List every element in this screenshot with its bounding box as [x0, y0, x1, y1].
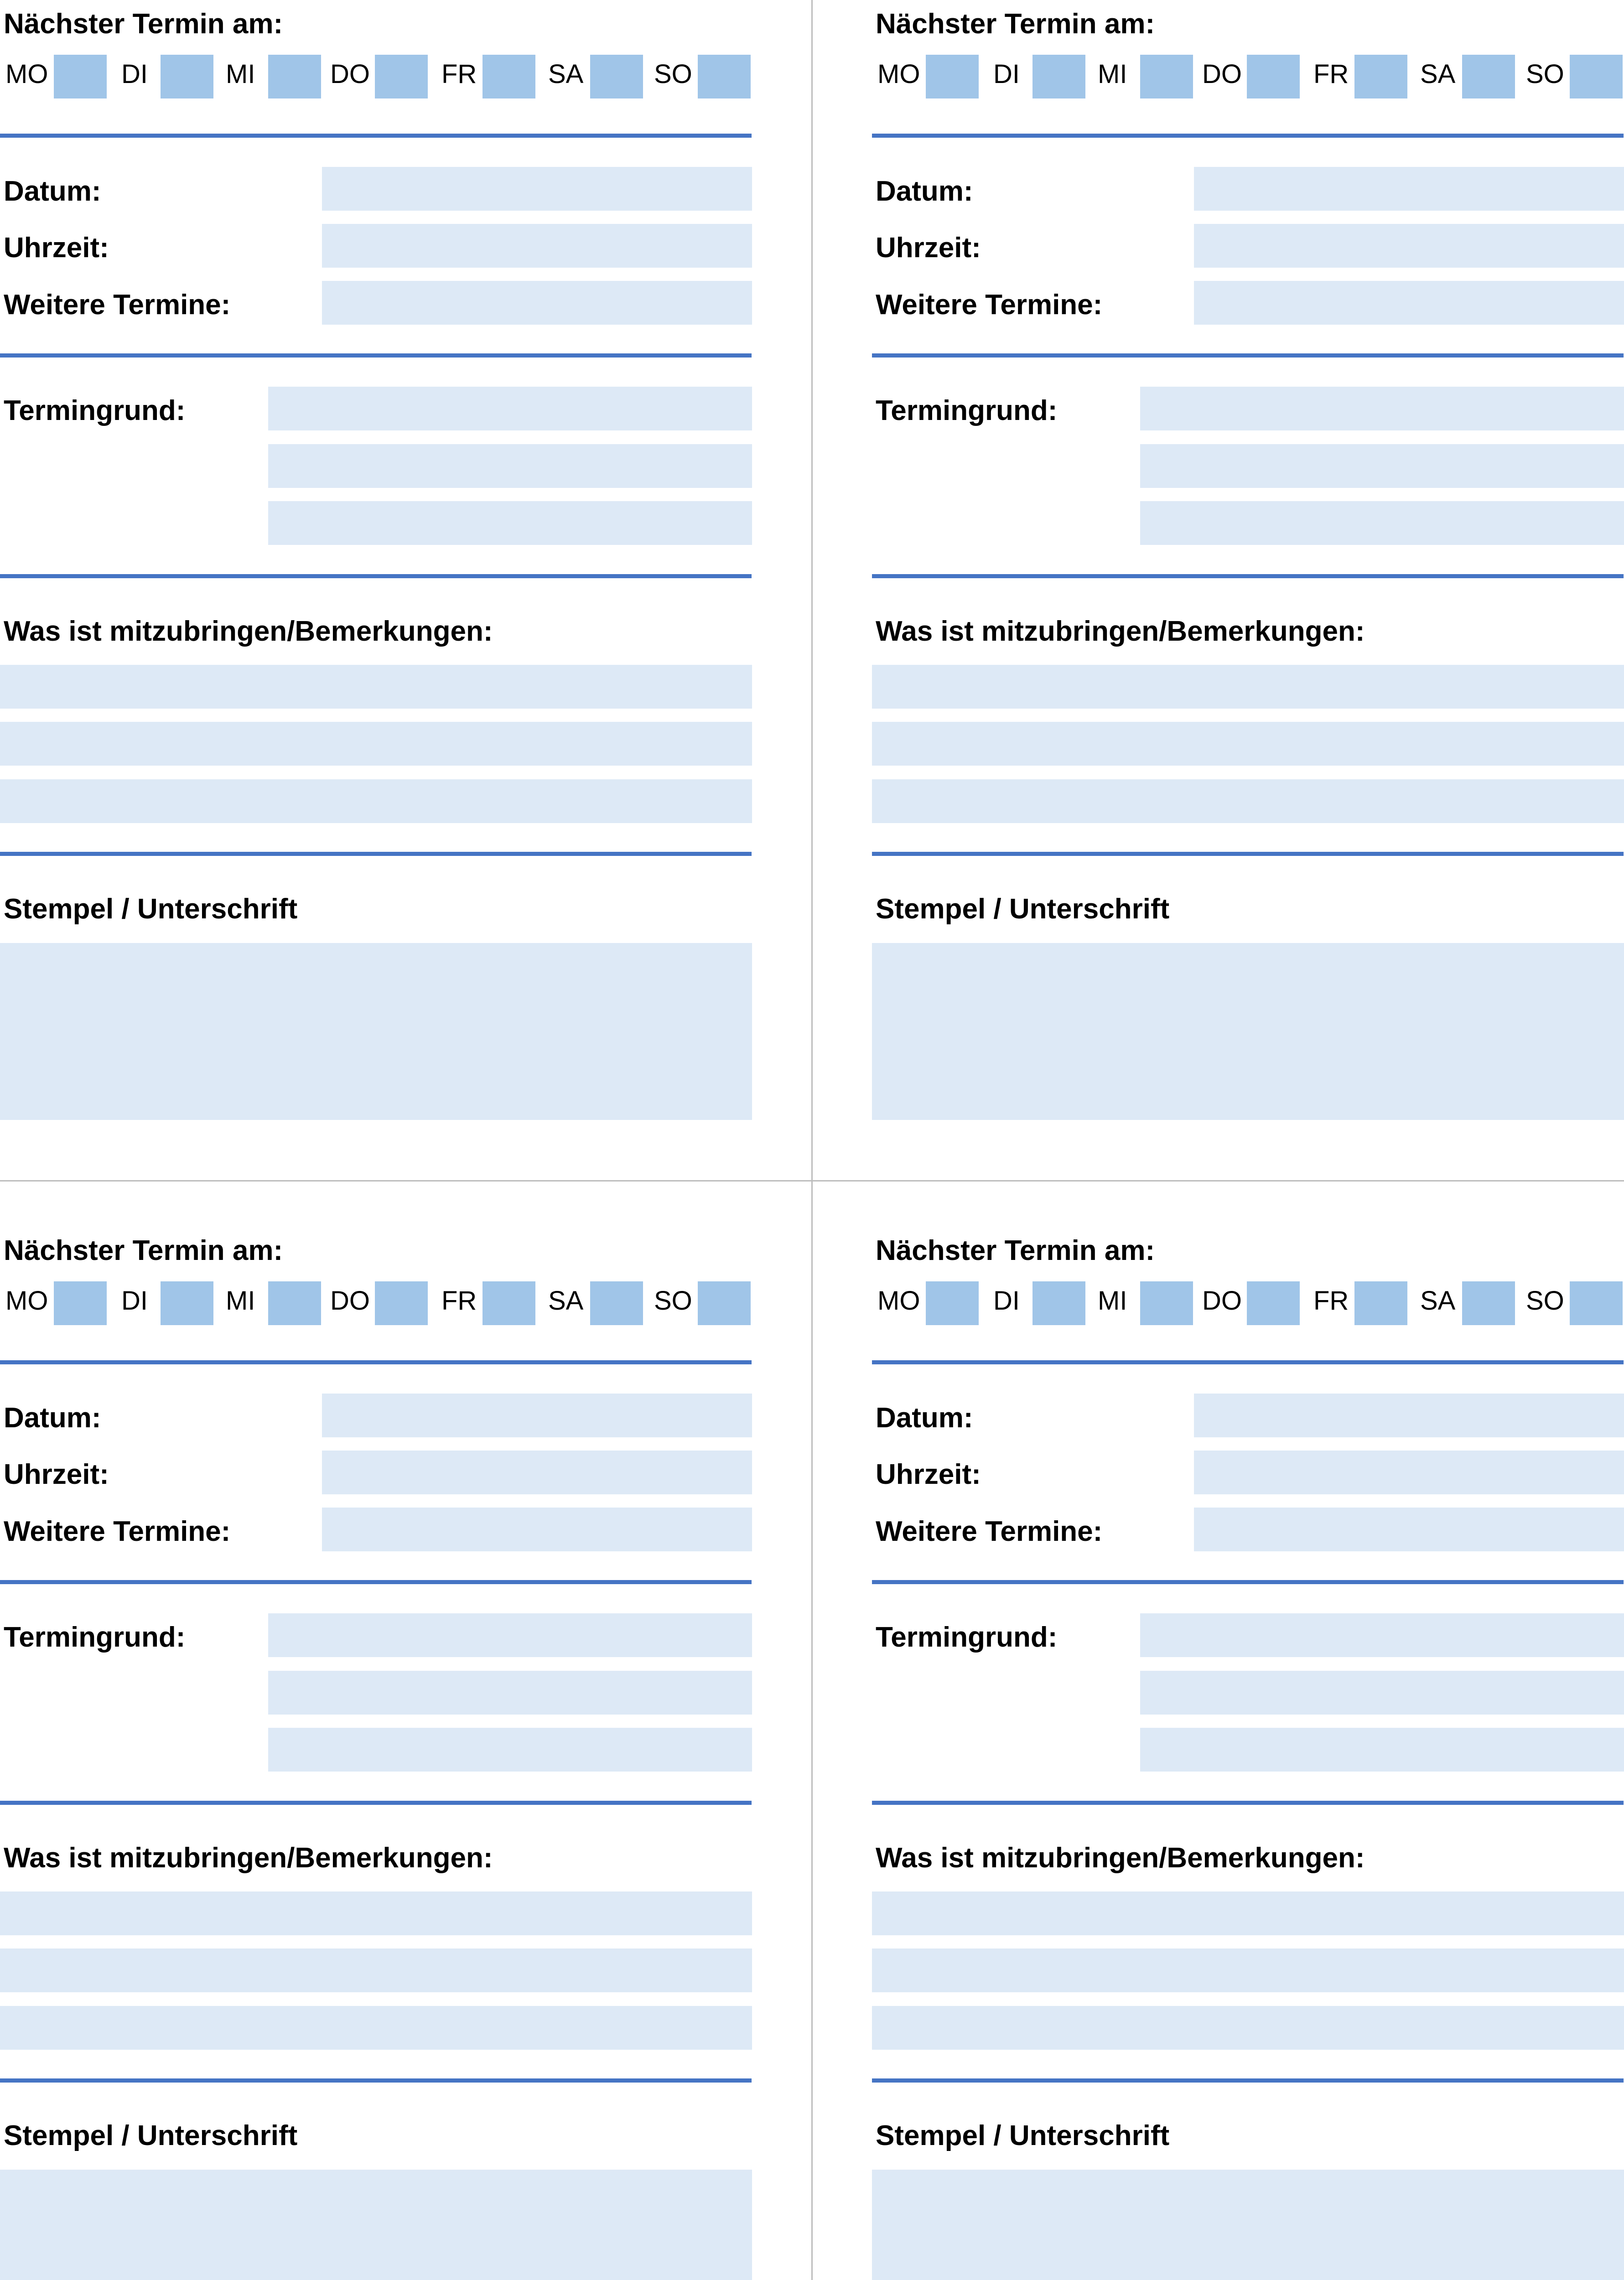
- date-label: Datum:: [876, 176, 973, 207]
- time-field[interactable]: [322, 1451, 752, 1494]
- weekday-di-label: DI: [121, 1286, 148, 1316]
- weekday-di-box[interactable]: [161, 1281, 213, 1325]
- weekday-sa-label: SA: [1420, 59, 1456, 89]
- more-appointments-field[interactable]: [1194, 281, 1624, 325]
- more-appointments-label: Weitere Termine:: [4, 1516, 231, 1547]
- more-appointments-field[interactable]: [1194, 1508, 1624, 1551]
- weekday-so-label: SO: [1526, 1286, 1564, 1316]
- weekday-di-box[interactable]: [161, 55, 213, 98]
- section-divider: [872, 353, 1624, 358]
- weekday-mi-box[interactable]: [1140, 55, 1193, 98]
- stamp-signature-label: Stempel / Unterschrift: [876, 2120, 1170, 2151]
- bring-notes-label: Was ist mitzubringen/Bemerkungen:: [876, 616, 1365, 647]
- bring-notes-label: Was ist mitzubringen/Bemerkungen:: [876, 1842, 1365, 1874]
- weekday-so-box[interactable]: [698, 1281, 751, 1325]
- weekday-di-box[interactable]: [1033, 1281, 1085, 1325]
- section-divider: [872, 574, 1624, 578]
- bring-notes-field-line-1[interactable]: [0, 665, 752, 709]
- weekday-mi-box[interactable]: [1140, 1281, 1193, 1325]
- weekday-so-box[interactable]: [698, 55, 751, 98]
- stamp-signature-area[interactable]: [0, 2170, 752, 2280]
- more-appointments-field[interactable]: [322, 281, 752, 325]
- weekday-mo-label: MO: [877, 1286, 920, 1316]
- weekday-sa-box[interactable]: [1462, 1281, 1515, 1325]
- bring-notes-field-line-2[interactable]: [0, 1948, 752, 1992]
- weekday-do-box[interactable]: [1247, 1281, 1300, 1325]
- reason-field-line-3[interactable]: [268, 501, 752, 545]
- bring-notes-field-line-3[interactable]: [0, 2006, 752, 2050]
- reason-field-line-1[interactable]: [268, 387, 752, 430]
- next-appointment-label: Nächster Termin am:: [4, 1235, 283, 1266]
- weekday-fr-label: FR: [441, 59, 477, 89]
- reason-label: Termingrund:: [4, 1622, 186, 1653]
- date-field[interactable]: [322, 167, 752, 211]
- time-field[interactable]: [1194, 1451, 1624, 1494]
- reason-label: Termingrund:: [4, 395, 186, 426]
- next-appointment-label: Nächster Termin am:: [876, 1235, 1155, 1266]
- stamp-signature-area[interactable]: [872, 943, 1624, 1120]
- weekday-mi-box[interactable]: [268, 1281, 321, 1325]
- section-divider: [872, 134, 1624, 138]
- weekday-di-label: DI: [993, 59, 1020, 89]
- weekday-di-label: DI: [993, 1286, 1020, 1316]
- weekday-di-box[interactable]: [1033, 55, 1085, 98]
- bring-notes-field-line-3[interactable]: [0, 779, 752, 823]
- weekday-mo-label: MO: [5, 59, 48, 89]
- weekday-fr-label: FR: [441, 1286, 477, 1316]
- weekday-so-label: SO: [1526, 59, 1564, 89]
- weekday-mo-box[interactable]: [54, 55, 107, 98]
- reason-field-line-2[interactable]: [268, 1671, 752, 1715]
- section-divider: [872, 1580, 1624, 1584]
- reason-field-line-1[interactable]: [1140, 1613, 1624, 1657]
- date-label: Datum:: [4, 1402, 101, 1434]
- appointment-card-top-left: [0, 0, 752, 1180]
- weekday-mo-box[interactable]: [926, 55, 979, 98]
- bring-notes-field-line-2[interactable]: [872, 1948, 1624, 1992]
- bring-notes-field-line-1[interactable]: [872, 665, 1624, 709]
- weekday-do-label: DO: [1202, 59, 1242, 89]
- date-field[interactable]: [322, 1394, 752, 1437]
- weekday-do-label: DO: [1202, 1286, 1242, 1316]
- reason-label: Termingrund:: [876, 395, 1058, 426]
- weekday-fr-box[interactable]: [483, 1281, 535, 1325]
- time-field[interactable]: [322, 224, 752, 268]
- time-label: Uhrzeit:: [4, 1459, 109, 1490]
- weekday-fr-label: FR: [1313, 59, 1349, 89]
- weekday-fr-box[interactable]: [483, 55, 535, 98]
- section-divider: [0, 134, 752, 138]
- weekday-so-label: SO: [654, 1286, 692, 1316]
- section-divider: [0, 574, 752, 578]
- weekday-sa-label: SA: [1420, 1286, 1456, 1316]
- bring-notes-field-line-2[interactable]: [872, 722, 1624, 766]
- section-divider: [0, 852, 752, 856]
- bring-notes-field-line-3[interactable]: [872, 779, 1624, 823]
- weekday-sa-box[interactable]: [590, 1281, 643, 1325]
- next-appointment-label: Nächster Termin am:: [876, 8, 1155, 40]
- weekday-mo-label: MO: [5, 1286, 48, 1316]
- weekday-sa-box[interactable]: [1462, 55, 1515, 98]
- section-divider: [0, 353, 752, 358]
- stamp-signature-label: Stempel / Unterschrift: [4, 2120, 298, 2151]
- bring-notes-label: Was ist mitzubringen/Bemerkungen:: [4, 616, 493, 647]
- stamp-signature-area[interactable]: [0, 943, 752, 1120]
- weekday-di-label: DI: [121, 59, 148, 89]
- time-label: Uhrzeit:: [4, 232, 109, 264]
- appointment-card-bottom-right: [872, 1227, 1624, 2280]
- weekday-do-label: DO: [330, 1286, 370, 1316]
- weekday-do-box[interactable]: [375, 1281, 428, 1325]
- weekday-so-box[interactable]: [1570, 55, 1623, 98]
- vertical-cut-line: [811, 0, 813, 2280]
- stamp-signature-label: Stempel / Unterschrift: [4, 893, 298, 925]
- bring-notes-field-line-2[interactable]: [0, 722, 752, 766]
- weekday-do-box[interactable]: [1247, 55, 1300, 98]
- date-field[interactable]: [1194, 1394, 1624, 1437]
- weekday-mo-box[interactable]: [926, 1281, 979, 1325]
- date-label: Datum:: [876, 1402, 973, 1434]
- reason-field-line-2[interactable]: [1140, 1671, 1624, 1715]
- time-field[interactable]: [1194, 224, 1624, 268]
- bring-notes-field-line-1[interactable]: [0, 1891, 752, 1935]
- weekday-do-box[interactable]: [375, 55, 428, 98]
- date-label: Datum:: [4, 176, 101, 207]
- weekday-mo-label: MO: [877, 59, 920, 89]
- weekday-sa-box[interactable]: [590, 55, 643, 98]
- section-divider: [872, 2078, 1624, 2083]
- more-appointments-label: Weitere Termine:: [876, 289, 1103, 321]
- more-appointments-label: Weitere Termine:: [4, 289, 231, 321]
- date-field[interactable]: [1194, 167, 1624, 211]
- stamp-signature-area[interactable]: [872, 2170, 1624, 2280]
- weekday-sa-label: SA: [548, 59, 584, 89]
- appointment-card-bottom-left: [0, 1227, 752, 2280]
- weekday-so-box[interactable]: [1570, 1281, 1623, 1325]
- weekday-mi-label: MI: [226, 59, 255, 89]
- time-label: Uhrzeit:: [876, 1459, 981, 1490]
- weekday-mo-box[interactable]: [54, 1281, 107, 1325]
- stamp-signature-label: Stempel / Unterschrift: [876, 893, 1170, 925]
- reason-field-line-2[interactable]: [1140, 444, 1624, 488]
- appointment-card-top-right: [872, 0, 1624, 1180]
- reason-field-line-1[interactable]: [1140, 387, 1624, 430]
- weekday-fr-box[interactable]: [1354, 55, 1407, 98]
- section-divider: [0, 1360, 752, 1364]
- bring-notes-label: Was ist mitzubringen/Bemerkungen:: [4, 1842, 493, 1874]
- section-divider: [0, 1580, 752, 1584]
- horizontal-cut-line: [0, 1180, 1624, 1181]
- weekday-sa-label: SA: [548, 1286, 584, 1316]
- reason-field-line-3[interactable]: [1140, 1728, 1624, 1772]
- next-appointment-label: Nächster Termin am:: [4, 8, 283, 40]
- section-divider: [872, 1801, 1624, 1805]
- reason-field-line-3[interactable]: [268, 1728, 752, 1772]
- weekday-do-label: DO: [330, 59, 370, 89]
- reason-field-line-2[interactable]: [268, 444, 752, 488]
- bring-notes-field-line-3[interactable]: [872, 2006, 1624, 2050]
- weekday-mi-label: MI: [1098, 59, 1127, 89]
- reason-field-line-1[interactable]: [268, 1613, 752, 1657]
- weekday-mi-label: MI: [1098, 1286, 1127, 1316]
- weekday-so-label: SO: [654, 59, 692, 89]
- more-appointments-label: Weitere Termine:: [876, 1516, 1103, 1547]
- section-divider: [872, 852, 1624, 856]
- reason-field-line-3[interactable]: [1140, 501, 1624, 545]
- time-label: Uhrzeit:: [876, 232, 981, 264]
- more-appointments-field[interactable]: [322, 1508, 752, 1551]
- reason-label: Termingrund:: [876, 1622, 1058, 1653]
- section-divider: [0, 2078, 752, 2083]
- weekday-mi-label: MI: [226, 1286, 255, 1316]
- weekday-fr-box[interactable]: [1354, 1281, 1407, 1325]
- weekday-mi-box[interactable]: [268, 55, 321, 98]
- section-divider: [872, 1360, 1624, 1364]
- bring-notes-field-line-1[interactable]: [872, 1891, 1624, 1935]
- section-divider: [0, 1801, 752, 1805]
- weekday-fr-label: FR: [1313, 1286, 1349, 1316]
